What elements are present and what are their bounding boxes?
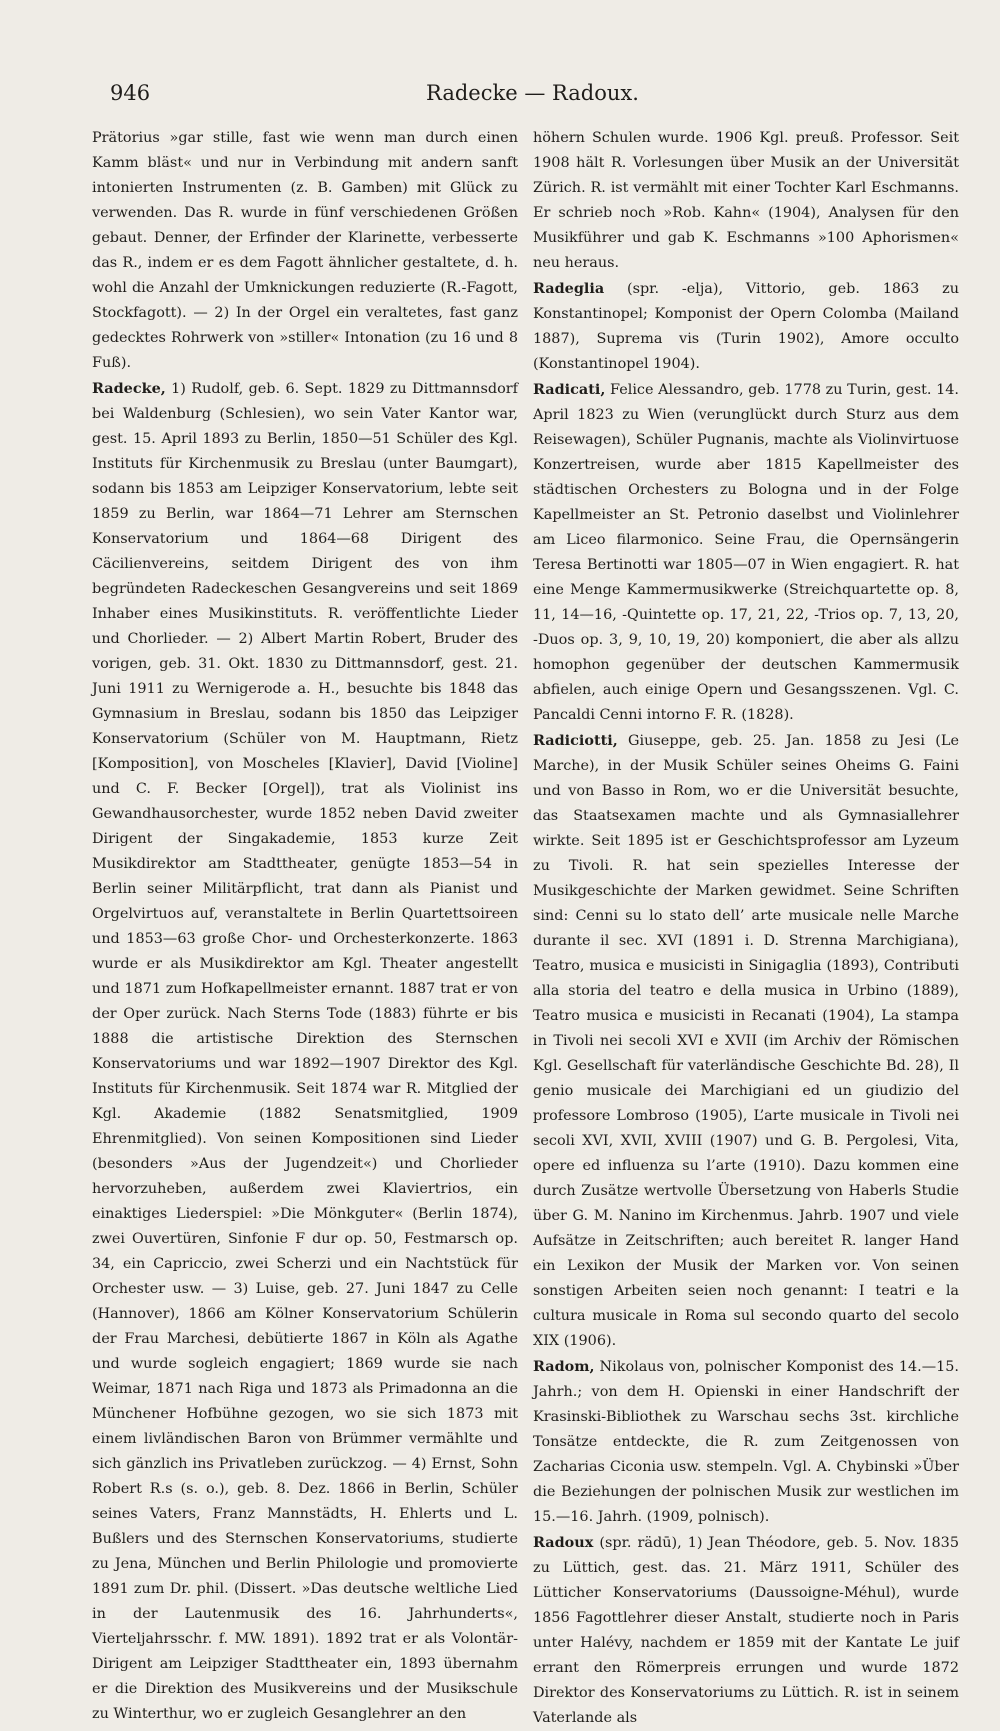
entry-radicati: Radicati, Felice Alessandro, geb. 1778 zu Turin, gest. 14. April 1823 zu Wien (verunglückt durch Sturz aus dem Reisewagen), Schüler Pugnanis, machte als Violinvirtuose Konzertreisen, wurde aber 1815 Kapellmeister des städtischen Orchesters zu Bologna und in der Folge Kapellmeister an St. Petronio daselbst und Violinlehrer am Liceo filarmonico. Seine Frau, die Opernsängerin Teresa Bertinotti war 1805—07 in Wien engagiert. R. hat eine Menge Kammermusikwerke (Streichquartette op. 8, 11, 14—16, -Quintette op. 17, 21, 22, -Trios op. 7, 13, 20, -Duos op. 3, 9, 10, 19, 20) komponiert, die aber als allzu homophon gegenüber der deutschen Kammermusik abfielen, auch einige Opern und Gesangsszenen. Vgl. C. Pancaldi Cenni intorno F. R. (1828). [533, 381, 959, 723]
page-number: 946 [110, 81, 151, 105]
headword: Radom, [533, 1358, 595, 1375]
headword: Radecke, [92, 380, 166, 397]
running-head: Radecke — Radoux. [426, 81, 639, 105]
entry-radecke-continuation: höhern Schulen wurde. 1906 Kgl. preuß. Professor. Seit 1908 hält R. Vorlesungen über Musik an der Universität Zürich. R. ist vermählt mit einer Tochter Karl Eschmanns. Er schrieb noch »Rob. Kahn« (1904), Analysen für den Musikführer und gab K. Eschmanns »100 Aphorismen« neu heraus. [533, 130, 959, 271]
headword: Radeglia [533, 280, 605, 297]
entry-radoux: Radoux (spr. rädū), 1) Jean Théodore, geb. 5. Nov. 1835 zu Lüttich, gest. das. 21. März 1911, Schüler des Lütticher Konservatoriums (Daussoigne-Méhul), wurde 1856 Fagottlehrer dieser Anstalt, studierte noch in Paris unter Halévy, nachdem er 1859 mit der Kantate Le juif errant den Römerpreis errungen und wurde 1872 Direktor des Konservatoriums zu Lüttich. R. ist in seinem Vaterlande als [533, 1534, 959, 1726]
entry-radiciotti: Radiciotti, Giuseppe, geb. 25. Jan. 1858 zu Jesi (Le Marche), in der Musik Schüler seines Oheims G. Faini und von Basso in Rom, wo er die Universität besuchte, das Staatsexamen machte und als Gymnasiallehrer wirkte. Seit 1895 ist er Geschichtsprofessor am Lyzeum zu Tivoli. R. hat sein spezielles Interesse der Musikgeschichte der Marken gewidmet. Seine Schriften sind: Cenni su lo stato dell’ arte musicale nelle Marche durante il sec. XVI (1891 i. D. Strenna Marchigiana), Teatro, musica e musicisti in Sinigaglia (1893), Contributi alla storia del teatro e della musica in Urbino (1889), Teatro musica e musicisti in Recanati (1904), La stampa in Tivoli nei secoli XVI e XVII (im Archiv der Römischen Kgl. Gesellschaft für vaterländische Geschichte Bd. 28), Il genio musicale dei Marchigiani ed un giudizio del professore Lombroso (1905), L’arte musicale in Tivoli nei secoli XVI, XVII, XVIII (1907) und G. B. Pergolesi, Vita, opere ed influenza su l’arte (1910). Dazu kommen eine durch Zusätze wertvolle Übersetzung von Haberls Studie über G. M. Nanino im Kirchenmus. Jahrb. 1907 und viele Aufsätze in Zeitschriften; auch bereitet R. langer Hand ein Lexikon der Musik der Marken vor. Von seinen sonstigen Arbeiten seien noch genannt: I teatri e la cultura musicale in Roma sul secondo quarto del secolo XIX (1906). [533, 732, 959, 1349]
left-column [92, 126, 518, 1727]
entry-radeglia: Radeglia (spr. -elja), Vittorio, geb. 1863 zu Konstantinopel; Komponist der Opern Colomba (Mailand 1887), Suprema vis (Turin 1902), Amore occulto (Konstantinopel 1904). [533, 280, 959, 372]
right-column [533, 126, 959, 1731]
entry-radecke: Radecke, 1) Rudolf, geb. 6. Sept. 1829 zu Dittmannsdorf bei Waldenburg (Schlesien), wo sein Vater Kantor war, gest. 15. April 1893 zu Berlin, 1850—51 Schüler des Kgl. Instituts für Kirchenmusik zu Breslau (unter Baumgart), sodann bis 1853 am Leipziger Konservatorium, lebte seit 1859 zu Berlin, war 1864—71 Lehrer am Sternschen Konservatorium und 1864—68 Dirigent des Cäcilienvereins, seitdem Dirigent des von ihm begründeten Radeckeschen Gesangvereins und seit 1869 Inhaber eines Musikinstituts. R. veröffentlichte Lieder und Chorlieder. — 2) Albert Martin Robert, Bruder des vorigen, geb. 31. Okt. 1830 zu Dittmannsdorf, gest. 21. Juni 1911 zu Wernigerode a. H., besuchte bis 1848 das Gymnasium in Breslau, sodann bis 1850 das Leipziger Konservatorium (Schüler von M. Hauptmann, Rietz [Komposition], von Moscheles [Klavier], David [Violine] und C. F. Becker [Orgel]), trat als Violinist ins Gewandhausorchester, wurde 1852 neben David zweiter Dirigent der Singakademie, 1853 kurze Zeit Musikdirektor am Stadttheater, genügte 1853—54 in Berlin seiner Militärpflicht, trat dann als Pianist und Orgelvirtuos auf, veranstaltete in Berlin Quartettsoireen und 1853—63 große Chor- und Orchesterkonzerte. 1863 wurde er als Musikdirektor am Kgl. Theater angestellt und 1871 zum Hofkapellmeister ernannt. 1887 trat er von der Oper zurück. Nach Sterns Tode (1883) führte er bis 1888 die artistische Direktion des Sternschen Konservatoriums und war 1892—1907 Direktor des Kgl. Instituts für Kirchenmusik. Seit 1874 war R. Mitglied der Kgl. Akademie (1882 Senatsmitglied, 1909 Ehrenmitglied). Von seinen Kompositionen sind Lieder (besonders »Aus der Jugendzeit«) und Chorlieder hervorzuheben, außerdem zwei Klaviertrios, ein einaktiges Liederspiel: »Die Mönkguter« (Berlin 1874), zwei Ouvertüren, Sinfonie F dur op. 50, Festmarsch op. 34, ein Capriccio, zwei Scherzi und ein Nachtstück für Orchester usw. — 3) Luise, geb. 27. Juni 1847 zu Celle (Hannover), 1866 am Kölner Konservatorium Schülerin der Frau Marchesi, debütierte 1867 in Köln als Agathe und wurde sogleich engagiert; 1869 wurde sie nach Weimar, 1871 nach Riga und 1873 als Primadonna an die Münchener Hofbühne gezogen, wo sie sich 1873 mit einem livländischen Baron von Brümmer vermählte und sich gänzlich ins Privatleben zurückzog. — 4) Ernst, Sohn Robert R.s (s. o.), geb. 8. Dez. 1866 in Berlin, Schüler seines Vaters, Franz Mannstädts, H. Ehlerts und L. Bußlers und des Sternschen Konservatoriums, studierte zu Jena, München und Berlin Philologie und promovierte 1891 zum Dr. phil. (Dissert. »Das deutsche weltliche Lied in der Lautenmusik des 16. Jahrhunderts«, Vierteljahrsschr. f. MW. 1891). 1892 trat er als Volontär-Dirigent am Leipziger Stadttheater ein, 1893 übernahm er die Direktion des Musikvereins und der Musikschule zu Winterthur, wo er zugleich Gesanglehrer an den [92, 380, 518, 1722]
headword: Radicati, [533, 381, 606, 398]
page-header [110, 78, 955, 108]
headword: Radoux [533, 1534, 594, 1551]
entry-rankett-continuation: Prätorius »gar stille, fast wie wenn man durch einen Kamm bläst« und nur in Verbindung mit andern sanft intonierten Instrumenten (z. B. Gamben) mit Glück zu verwenden. Das R. wurde in fünf verschiedenen Größen gebaut. Denner, der Erfinder der Klarinette, verbesserte das R., indem er es dem Fagott ähnlicher gestaltete, d. h. wohl die Anzahl der Umknickungen reduzierte (R.-Fagott, Stockfagott). — 2) In der Orgel ein veraltetes, fast ganz gedecktes Rohrwerk von »stiller« Intonation (zu 16 und 8 Fuß). [92, 130, 518, 371]
headword: Radiciotti, [533, 732, 618, 749]
entry-radom: Radom, Nikolaus von, polnischer Komponist des 14.—15. Jahrh.; von dem H. Opienski in einer Handschrift der Krasinski-Bibliothek zu Warschau sechs 3st. kirchliche Tonsätze entdeckte, die R. zum Zeitgenossen von Zacharias Ciconia usw. stempeln. Vgl. A. Chybinski »Über die Beziehungen der polnischen Musik zur westlichen im 15.—16. Jahrh. (1909, polnisch). [533, 1358, 959, 1525]
